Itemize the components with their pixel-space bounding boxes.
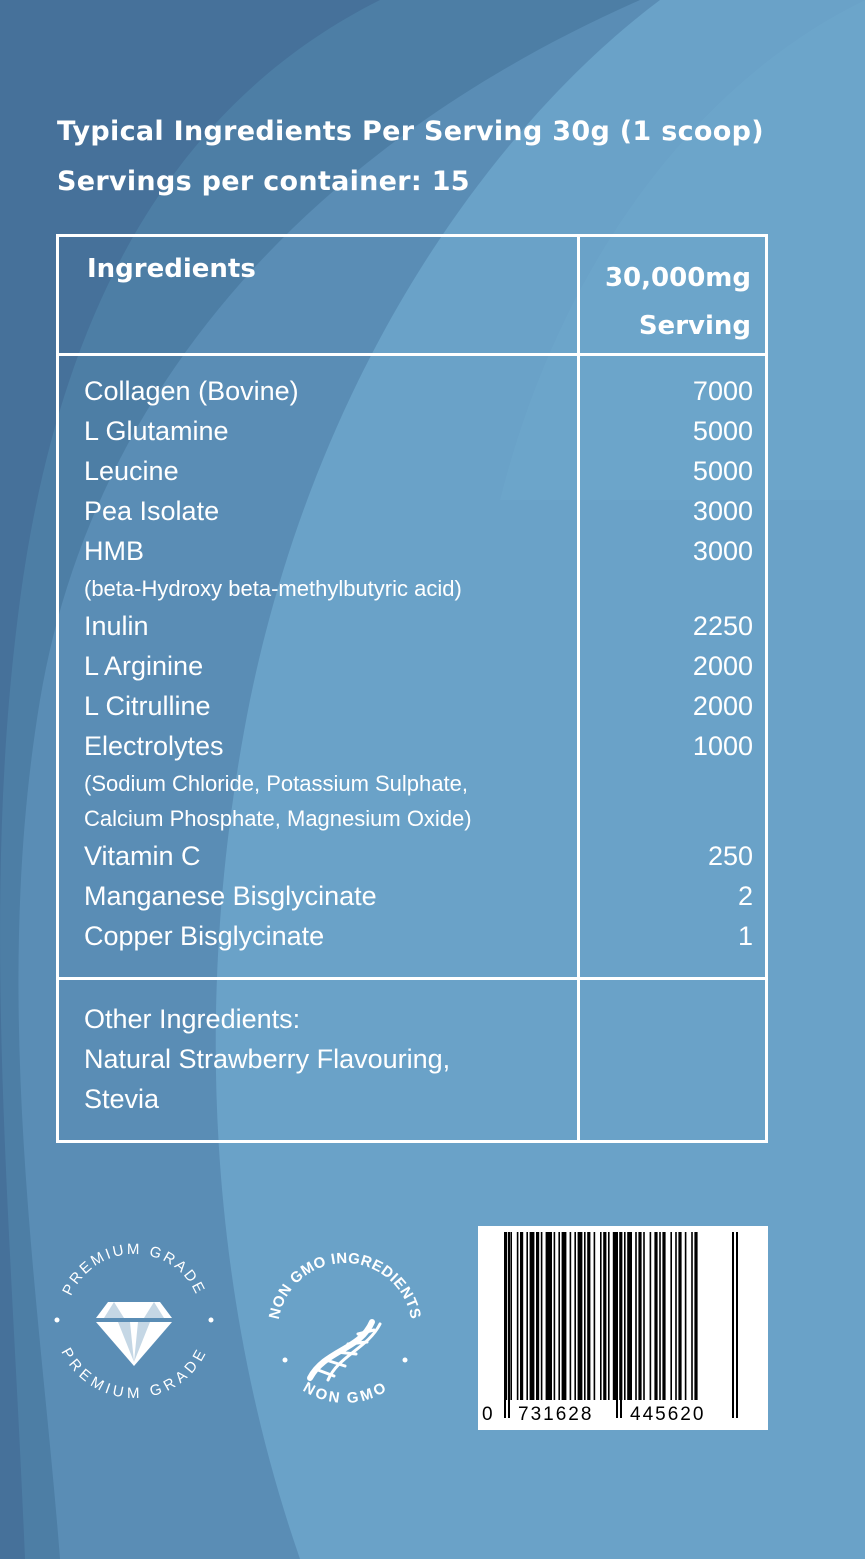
barcode-bar [624,1232,626,1400]
ingredient-row [84,646,753,686]
barcode-bar [578,1232,583,1400]
ingredient-rows [84,371,753,956]
barcode-bar [643,1232,645,1400]
gmo-badge-top-text: NON GMO INGREDIENTS [265,1249,425,1321]
ingredient-amount: 3000 [692,496,753,526]
barcode-bar [654,1232,657,1400]
ingredient-row [84,371,753,411]
serving-amount-header-line2: Serving [638,311,751,341]
ingredient-amount: 2250 [692,611,753,641]
barcode-bar [675,1232,677,1400]
other-ingredients-line: Natural Strawberry Flavouring, [84,1044,451,1074]
ingredient-amount: 7000 [692,376,753,406]
barcode-bar [650,1232,652,1400]
ingredient-row [84,411,753,451]
barcode-bar [608,1232,610,1400]
barcode-bar [546,1232,552,1400]
diamond-icon [96,1302,172,1366]
dna-icon [310,1322,380,1380]
barcode-bar [558,1232,560,1400]
non-gmo-badge [250,1230,440,1420]
ingredient-name: L Citrulline [84,691,211,721]
barcode-bars [478,1226,768,1430]
ingredient-name: Collagen (Bovine) [84,376,299,406]
premium-grade-badge [44,1230,224,1410]
barcode-digit-first: 0 [482,1404,493,1425]
ingredient-name: Pea Isolate [84,496,220,526]
ingredient-amount: 1 [737,921,753,951]
ingredient-name: L Arginine [84,651,204,681]
ingredient-name: L Glutamine [84,416,229,446]
barcode-bar [570,1232,572,1400]
ingredient-subnote-text: Calcium Phosphate, Magnesium Oxide) [84,806,472,831]
other-ingredients-line: Stevia [84,1084,160,1114]
barcode-bar [638,1232,641,1400]
gmo-badge-bottom-text: NON GMO [299,1379,390,1408]
barcode-bar [678,1232,681,1400]
barcode [478,1226,768,1430]
premium-badge-top-text: PREMIUM GRADE [59,1240,209,1299]
barcode-guard-bar [504,1232,506,1418]
barcode-bar [691,1232,693,1400]
barcode-bar [526,1232,528,1400]
ingredient-name: HMB [84,536,144,566]
ingredient-amount: 2 [737,881,753,911]
barcode-bar [635,1232,637,1400]
barcode-guard-bar [736,1232,738,1418]
barcode-bar [600,1232,602,1400]
ingredient-amount: 2000 [692,651,753,681]
barcode-bar [554,1232,556,1400]
svg-text:NON GMO [300,1379,390,1407]
ingredient-amount: 2000 [692,691,753,721]
serving-amount-header [605,254,751,350]
ingredient-row [84,491,753,531]
ingredient-subnote-text: (beta-Hydroxy beta-methylbutyric acid) [84,576,462,601]
ingredient-row [84,916,753,956]
premium-badge-bottom-text: PREMIUM GRADE [57,1345,211,1403]
ingredient-amount: 5000 [692,416,753,446]
ingredient-row [84,726,753,766]
ingredient-name: Vitamin C [84,841,201,871]
barcode-bar [670,1232,672,1400]
barcode-digits-right: 445620 [630,1404,706,1425]
ingredient-row [84,451,753,491]
ingredient-amount: 5000 [692,456,753,486]
svg-text:PREMIUM GRADE [59,1241,209,1298]
barcode-bar [685,1232,687,1400]
ingredient-subnote-text: (Sodium Chloride, Potassium Sulphate, [84,771,468,796]
svg-text:NON GMO INGREDIENTS [266,1250,424,1321]
ingredient-subnote [84,766,753,801]
ingredients-header: Ingredients [87,254,256,284]
ingredient-amount: 3000 [692,536,753,566]
ingredient-name: Copper Bisglycinate [84,921,325,951]
barcode-guard-bar [732,1232,734,1418]
serving-heading: Typical Ingredients Per Serving 30g (1 scoop) [57,116,764,147]
ingredient-row [84,606,753,646]
barcode-bar [510,1232,512,1400]
barcode-bar [594,1232,596,1400]
ingredient-subnote [84,571,753,606]
servings-per-container: Servings per container: 15 [57,166,470,197]
ingredient-amount: 1000 [692,731,753,761]
table-header-divider [59,353,765,356]
barcode-bar [627,1232,632,1400]
barcode-bar [562,1232,567,1400]
barcode-bar [530,1232,535,1400]
ingredient-name: Electrolytes [84,731,224,761]
barcode-digits-left: 731628 [518,1404,594,1425]
ingredient-name: Manganese Bisglycinate [84,881,377,911]
barcode-guard-bar [616,1232,618,1418]
barcode-bar [517,1232,519,1400]
serving-amount-header-line1: 30,000mg [604,263,751,293]
barcode-bar [536,1232,539,1400]
barcode-bar [659,1232,661,1400]
barcode-guard-bar [620,1232,622,1418]
ingredient-subnote [84,801,753,836]
barcode-bar [584,1232,586,1400]
ingredient-row [84,876,753,916]
barcode-bar [574,1232,576,1400]
ingredient-row [84,836,753,876]
table-footer-divider [59,977,765,980]
barcode-bar [603,1232,606,1400]
ingredient-name: Inulin [84,611,149,641]
barcode-guard-bar [508,1232,510,1418]
ingredient-name: Leucine [84,456,179,486]
ingredient-amount: 250 [707,841,753,871]
barcode-bar [587,1232,590,1400]
other-ingredients-title: Other Ingredients: [84,1004,301,1034]
ingredient-row [84,686,753,726]
barcode-bar [694,1232,697,1400]
barcode-bar [520,1232,523,1400]
ingredient-row [84,531,753,571]
barcode-bar [662,1232,665,1400]
barcode-bar [541,1232,543,1400]
other-ingredients [84,999,450,1119]
ingredients-table [56,234,768,1143]
